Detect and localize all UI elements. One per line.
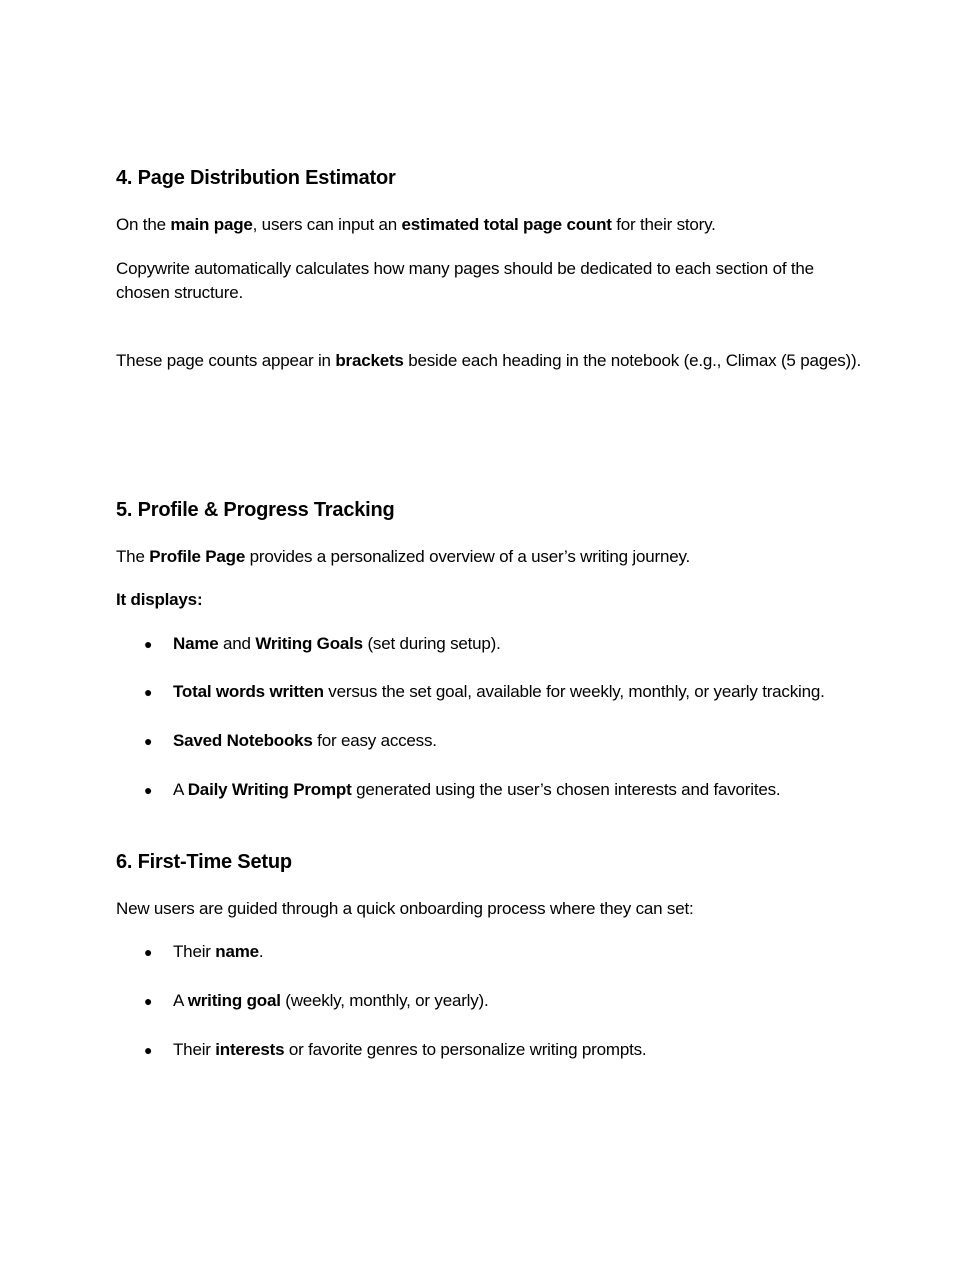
bold-text: It displays: — [116, 590, 203, 609]
bold-text: Writing Goals — [255, 634, 363, 653]
list-item — [144, 680, 825, 704]
bullet-icon: ● — [144, 733, 153, 749]
list-item — [144, 778, 780, 802]
bullet-icon: ● — [144, 993, 153, 1009]
section-4-paragraph-3 — [116, 349, 866, 373]
bold-text: main page — [170, 215, 253, 234]
bullet-icon: ● — [144, 782, 153, 798]
section-5-list-label — [116, 588, 202, 612]
bold-text: interests — [215, 1040, 285, 1059]
list-item — [144, 1038, 646, 1062]
bold-text: Profile Page — [149, 547, 246, 566]
section-4-paragraph-2: Copywrite automatically calculates how many pages should be dedicated to each section of the chosen structure. — [116, 259, 814, 302]
list-item — [144, 632, 501, 656]
bullet-icon: ● — [144, 636, 153, 652]
section-4-paragraph-1 — [116, 213, 716, 237]
text: On the — [116, 215, 171, 234]
bullet-icon: ● — [144, 1042, 153, 1058]
bullet-icon: ● — [144, 944, 153, 960]
bold-text: Total words written — [173, 682, 324, 701]
section-6-heading: 6. First-Time Setup — [116, 851, 292, 873]
text: Their — [173, 1040, 216, 1059]
text: These page counts appear in — [116, 351, 336, 370]
section-4-heading: 4. Page Distribution Estimator — [116, 167, 396, 189]
bold-text: Saved Notebooks — [173, 731, 313, 750]
list-item — [144, 729, 437, 753]
text: The — [116, 547, 150, 566]
section-5-intro — [116, 545, 690, 569]
text: provides a personalized overview of a user’s writing journey. — [245, 547, 691, 566]
text: versus the set goal, available for weekly, monthly, or yearly tracking. — [323, 682, 825, 701]
text: A — [173, 991, 188, 1010]
text: and — [218, 634, 256, 653]
text: beside each heading in the notebook (e.g., Climax (5 pages)). — [403, 351, 861, 370]
text: for their story. — [611, 215, 716, 234]
bold-text: writing goal — [187, 991, 281, 1010]
text: (set during setup). — [362, 634, 501, 653]
section-6-intro: New users are guided through a quick onboarding process where they can set: — [116, 899, 694, 918]
text: Their — [173, 942, 216, 961]
bold-text: Name — [173, 634, 219, 653]
list-item — [144, 989, 489, 1013]
bold-text: Daily Writing Prompt — [187, 780, 352, 799]
text: , users can input an — [252, 215, 402, 234]
text: for easy access. — [312, 731, 437, 750]
bullet-icon: ● — [144, 684, 153, 700]
bold-text: estimated total page count — [401, 215, 612, 234]
list-item — [144, 940, 263, 964]
section-5-heading: 5. Profile & Progress Tracking — [116, 499, 395, 521]
text: . — [258, 942, 264, 961]
bold-text: brackets — [335, 351, 404, 370]
text: (weekly, monthly, or yearly). — [280, 991, 489, 1010]
bold-text: name — [215, 942, 259, 961]
text: or favorite genres to personalize writing prompts. — [284, 1040, 647, 1059]
text: A — [173, 780, 188, 799]
text: generated using the user’s chosen interests and favorites. — [351, 780, 781, 799]
